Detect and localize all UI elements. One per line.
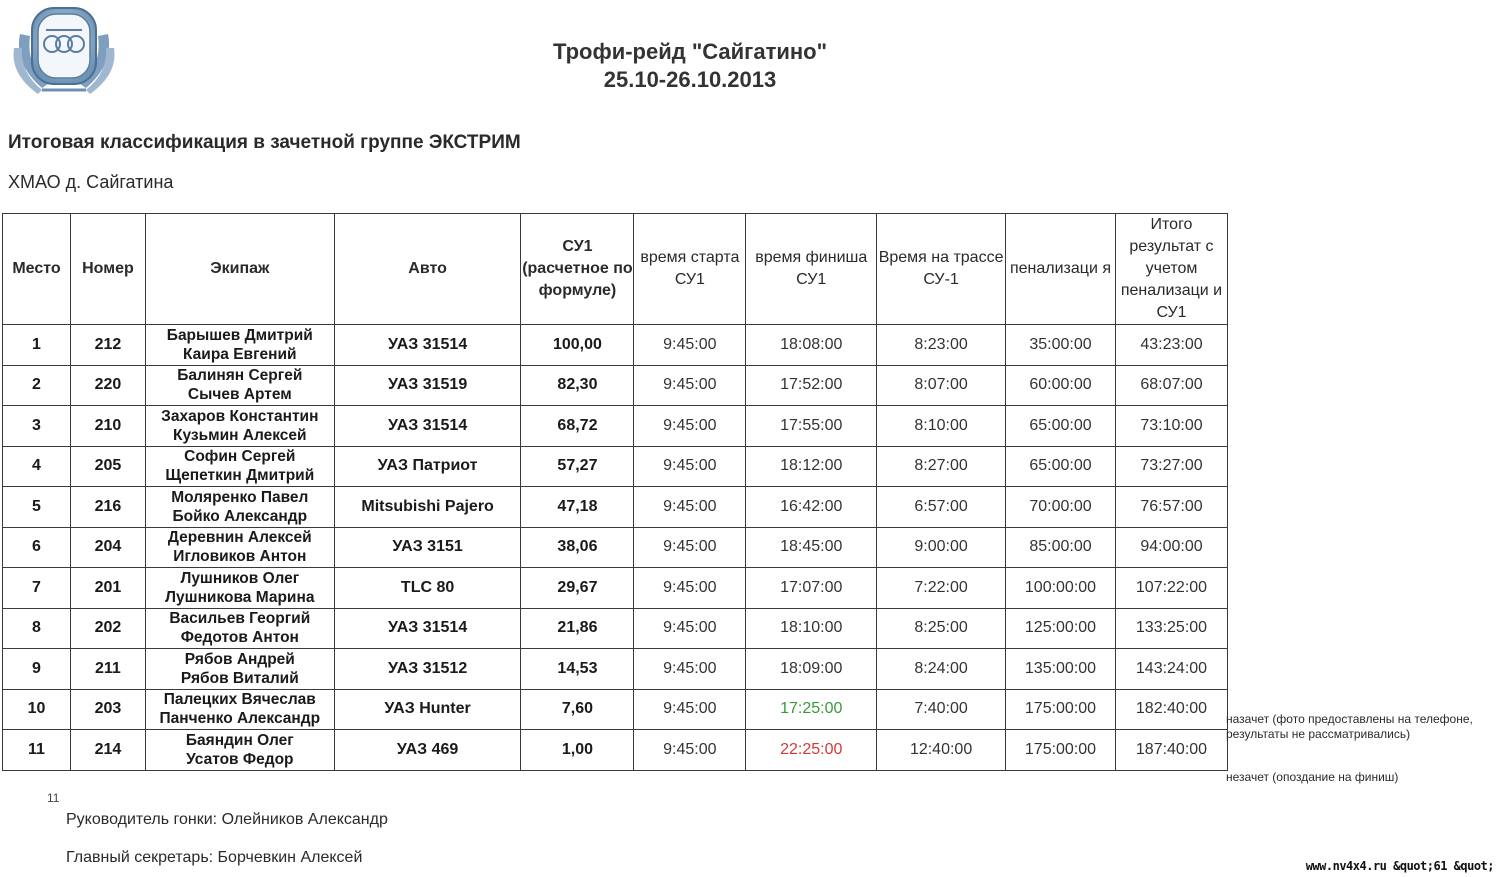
cell-start: 9:45:00: [634, 527, 746, 568]
cell-penalty: 85:00:00: [1006, 527, 1116, 568]
cell-total: 43:23:00: [1115, 325, 1227, 366]
cell-crew: [145, 446, 334, 487]
cell-total: 187:40:00: [1115, 730, 1227, 771]
cell-number: 204: [70, 527, 145, 568]
crew-member: Каира Евгений: [183, 345, 297, 363]
cell-car: УАЗ 469: [334, 730, 521, 771]
crew-member: Усатов Федор: [186, 750, 294, 768]
cell-number: 203: [70, 689, 145, 730]
cell-place: 9: [3, 649, 71, 690]
cell-start: 9:45:00: [634, 487, 746, 528]
cell-finish: 18:12:00: [746, 446, 877, 487]
cell-su1: 57,27: [521, 446, 634, 487]
cell-penalty: 100:00:00: [1006, 568, 1116, 609]
cell-penalty: 60:00:00: [1006, 365, 1116, 406]
cell-finish: 17:55:00: [746, 406, 877, 447]
cell-track: 8:10:00: [877, 406, 1006, 447]
cell-place: 8: [3, 608, 71, 649]
crew-member: Софин Сергей: [184, 448, 296, 466]
cell-su1: 38,06: [521, 527, 634, 568]
cell-crew: [145, 730, 334, 771]
cell-start: 9:45:00: [634, 689, 746, 730]
table-row: [3, 608, 1228, 649]
cell-crew: [145, 689, 334, 730]
cell-finish: 16:42:00: [746, 487, 877, 528]
cell-track: 8:24:00: [877, 649, 1006, 690]
cell-start: 9:45:00: [634, 568, 746, 609]
location-text: ХМАО д. Сайгатина: [8, 172, 174, 192]
cell-track: 8:23:00: [877, 325, 1006, 366]
cell-finish: 17:52:00: [746, 365, 877, 406]
cell-penalty: 125:00:00: [1006, 608, 1116, 649]
cell-track: 9:00:00: [877, 527, 1006, 568]
crew-member: Панченко Александр: [159, 710, 321, 728]
cell-number: 205: [70, 446, 145, 487]
crew-member: Деревнин Алексей: [167, 529, 312, 547]
cell-place: 3: [3, 406, 71, 447]
col-car: Авто: [334, 214, 521, 325]
cell-total: 94:00:00: [1115, 527, 1227, 568]
cell-total: 182:40:00: [1115, 689, 1227, 730]
table-row: [3, 689, 1228, 730]
table-row: [3, 568, 1228, 609]
cell-start: 9:45:00: [634, 406, 746, 447]
cell-number: 220: [70, 365, 145, 406]
cell-total: 143:24:00: [1115, 649, 1227, 690]
table-row: [3, 487, 1228, 528]
cell-crew: [145, 527, 334, 568]
cell-su1: 14,53: [521, 649, 634, 690]
cell-su1: 7,60: [521, 689, 634, 730]
cell-place: 11: [3, 730, 71, 771]
cell-car: УАЗ Патриот: [334, 446, 521, 487]
cell-track: 8:07:00: [877, 365, 1006, 406]
cell-number: 216: [70, 487, 145, 528]
cell-car: Mitsubishi Pajero: [334, 487, 521, 528]
crew-member: Захаров Константин: [161, 407, 319, 425]
col-su1: СУ1 (расчетное по формуле): [521, 214, 634, 325]
cell-su1: 47,18: [521, 487, 634, 528]
crew-member: Балинян Сергей: [177, 367, 303, 385]
cell-car: УАЗ 31514: [334, 406, 521, 447]
cell-total: 68:07:00: [1115, 365, 1227, 406]
col-track: Время на трассе СУ-1: [877, 214, 1006, 325]
cell-total: 73:10:00: [1115, 406, 1227, 447]
crew-member: Баяндин Олег: [185, 731, 294, 749]
cell-number: 202: [70, 608, 145, 649]
table-row: [3, 406, 1228, 447]
cell-crew: [145, 568, 334, 609]
table-row: [3, 527, 1228, 568]
crew-member: Моляренко Павел: [171, 488, 309, 506]
crew-member: Васильев Георгий: [169, 610, 311, 628]
crew-member: Рябов Андрей: [184, 650, 295, 668]
cell-track: 12:40:00: [877, 730, 1006, 771]
cell-finish: 18:09:00: [746, 649, 877, 690]
cell-place: 6: [3, 527, 71, 568]
cell-car: УАЗ 31514: [334, 325, 521, 366]
crew-member: Лушникова Марина: [165, 588, 315, 606]
table-row: [3, 446, 1228, 487]
title-line-2: 25.10-26.10.2013: [603, 67, 777, 92]
cell-penalty: 175:00:00: [1006, 730, 1116, 771]
note-row-10: [1226, 712, 1498, 742]
cell-su1: 21,86: [521, 608, 634, 649]
cell-car: УАЗ 31514: [334, 608, 521, 649]
cell-start: 9:45:00: [634, 608, 746, 649]
crew-member: Бойко Александр: [172, 507, 308, 525]
cell-track: 8:25:00: [877, 608, 1006, 649]
cell-place: 4: [3, 446, 71, 487]
cell-start: 9:45:00: [634, 365, 746, 406]
cell-place: 7: [3, 568, 71, 609]
cell-penalty: 65:00:00: [1006, 446, 1116, 487]
cell-place: 2: [3, 365, 71, 406]
cell-su1: 82,30: [521, 365, 634, 406]
race-director: Руководитель гонки: Олейников Александр: [66, 811, 388, 828]
results-table: [2, 213, 1228, 771]
crew-member: Рябов Виталий: [180, 669, 299, 687]
cell-crew: [145, 406, 334, 447]
cell-car: УАЗ 31512: [334, 649, 521, 690]
cell-finish: 18:45:00: [746, 527, 877, 568]
cell-start: 9:45:00: [634, 325, 746, 366]
col-place: Место: [3, 214, 71, 325]
table-row: [3, 325, 1228, 366]
cell-finish: 22:25:00: [746, 730, 877, 771]
cell-total: 133:25:00: [1115, 608, 1227, 649]
page-title: [440, 38, 940, 94]
cell-number: 210: [70, 406, 145, 447]
cell-start: 9:45:00: [634, 730, 746, 771]
cell-number: 212: [70, 325, 145, 366]
cell-penalty: 70:00:00: [1006, 487, 1116, 528]
note-row-10-line1: назачет (фото предоставлены на телефоне,: [1226, 712, 1473, 726]
crew-member: Кузьмин Алексей: [173, 426, 307, 444]
cell-finish: 18:08:00: [746, 325, 877, 366]
cell-track: 6:57:00: [877, 487, 1006, 528]
cell-place: 1: [3, 325, 71, 366]
site-watermark: www.nv4x4.ru &quot;61 &quot;: [1305, 859, 1494, 873]
note-row-11: незачет (опоздание на финиш): [1226, 770, 1399, 784]
cell-crew: [145, 325, 334, 366]
cell-finish: 18:10:00: [746, 608, 877, 649]
crew-member: Лушников Олег: [180, 569, 300, 587]
table-row: [3, 365, 1228, 406]
title-line-1: Трофи-рейд "Сайгатино": [552, 39, 828, 64]
header-row: [3, 214, 1228, 325]
table-row: [3, 730, 1228, 771]
cell-car: УАЗ 3151: [334, 527, 521, 568]
cell-track: 7:22:00: [877, 568, 1006, 609]
crew-member: Сычев Артем: [187, 386, 292, 404]
club-emblem-icon: [8, 4, 120, 98]
cell-penalty: 35:00:00: [1006, 325, 1116, 366]
col-total: Итого результат с учетом пенализаци и СУ1: [1115, 214, 1227, 325]
col-start: время старта СУ1: [634, 214, 746, 325]
cell-crew: [145, 649, 334, 690]
col-finish: время финиша СУ1: [746, 214, 877, 325]
col-number: Номер: [70, 214, 145, 325]
cell-track: 7:40:00: [877, 689, 1006, 730]
cell-track: 8:27:00: [877, 446, 1006, 487]
cell-su1: 68,72: [521, 406, 634, 447]
cell-total: 73:27:00: [1115, 446, 1227, 487]
classification-subtitle: Итоговая классификация в зачетной группе ЭКСТРИМ: [8, 132, 521, 153]
crew-member: Щепеткин Дмитрий: [165, 467, 315, 485]
cell-finish: 17:25:00: [746, 689, 877, 730]
crew-member: Палецких Вячеслав: [163, 691, 316, 709]
cell-car: УАЗ 31519: [334, 365, 521, 406]
cell-finish: 17:07:00: [746, 568, 877, 609]
col-crew: Экипаж: [145, 214, 334, 325]
cell-crew: [145, 487, 334, 528]
chief-secretary: Главный секретарь: Борчевкин Алексей: [66, 849, 363, 866]
cell-su1: 29,67: [521, 568, 634, 609]
cell-penalty: 175:00:00: [1006, 689, 1116, 730]
cell-place: 10: [3, 689, 71, 730]
cell-place: 5: [3, 487, 71, 528]
cell-number: 201: [70, 568, 145, 609]
crew-member: Игловиков Антон: [173, 548, 307, 566]
crew-member: Барышев Дмитрий: [166, 326, 313, 344]
cell-total: 107:22:00: [1115, 568, 1227, 609]
cell-car: TLC 80: [334, 568, 521, 609]
cell-su1: 100,00: [521, 325, 634, 366]
participant-count: 11: [47, 791, 60, 805]
col-penalty: пенализаци я: [1006, 214, 1116, 325]
cell-total: 76:57:00: [1115, 487, 1227, 528]
crew-member: Федотов Антон: [180, 629, 299, 647]
cell-penalty: 135:00:00: [1006, 649, 1116, 690]
cell-start: 9:45:00: [634, 649, 746, 690]
cell-su1: 1,00: [521, 730, 634, 771]
cell-penalty: 65:00:00: [1006, 406, 1116, 447]
table-row: [3, 649, 1228, 690]
cell-number: 211: [70, 649, 145, 690]
cell-car: УАЗ Hunter: [334, 689, 521, 730]
note-row-10-line2: результаты не рассматривались): [1226, 727, 1411, 741]
cell-number: 214: [70, 730, 145, 771]
cell-crew: [145, 365, 334, 406]
cell-start: 9:45:00: [634, 446, 746, 487]
cell-crew: [145, 608, 334, 649]
